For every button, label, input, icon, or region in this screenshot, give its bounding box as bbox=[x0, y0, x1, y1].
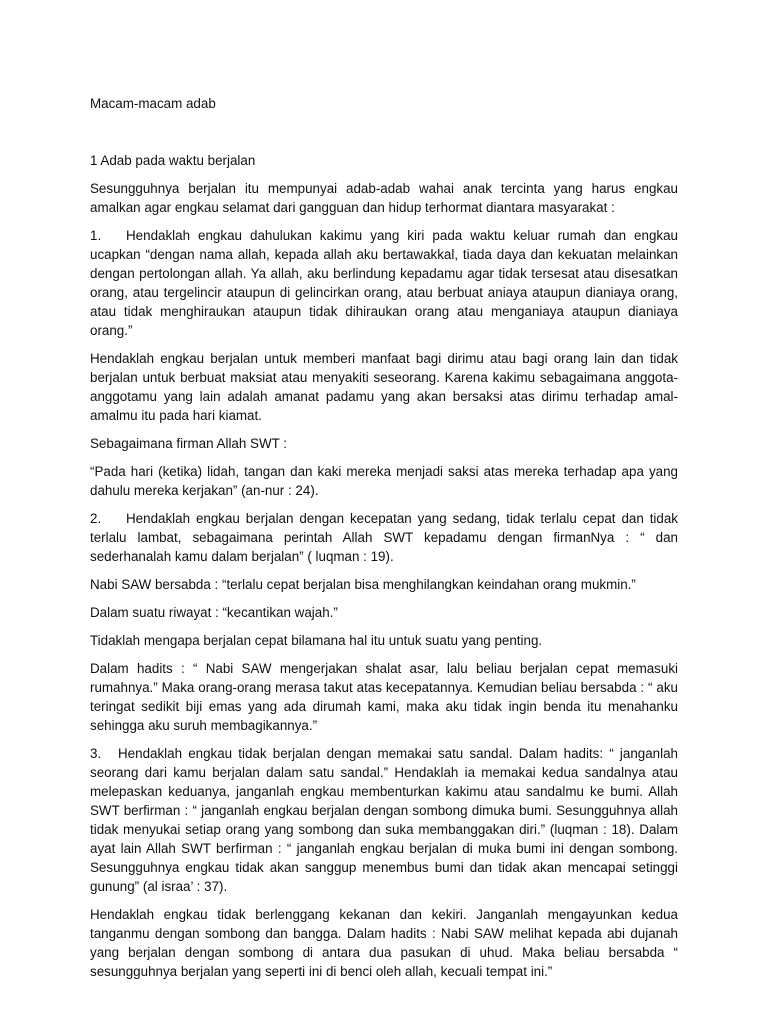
document-title: Macam-macam adab bbox=[90, 96, 216, 111]
paragraph-text: Tidaklah mengapa berjalan cepat bilamana hal itu untuk suatu yang penting. bbox=[90, 633, 543, 648]
paragraph-text: Hendaklah engkau dahulukan kakimu yang kiri pada waktu keluar rumah dan engkau ucapkan “dengan nama allah, kepada allah aku bertawakkal, tiada daya dan kekuatan melainkan dengan pertolongan allah. Ya allah, aku berlindung kepadamu agar tidak tersesat atau disesatkan orang, atau tergelincir ataupun di gelincirkan orang, atau berbuat aniaya ataupun dianiaya orang, atau tidak menghiraukan ataupun tidak dihiraukan orang atau menganiaya ataupun dianiaya orang.” bbox=[90, 228, 678, 338]
numbered-paragraph bbox=[90, 509, 678, 566]
paragraph-text: Dalam suatu riwayat : “kecantikan wajah.” bbox=[90, 605, 338, 620]
paragraph-text: Nabi SAW bersabda : “terlalu cepat berjalan bisa menghilangkan keindahan orang mukmin.” bbox=[90, 577, 636, 592]
paragraph bbox=[90, 179, 678, 217]
paragraph-text: “Pada hari (ketika) lidah, tangan dan kaki mereka menjadi saksi atas mereka terhadap apa yang dahulu mereka kerjakan” (an-nur : 24). bbox=[90, 464, 678, 498]
paragraph bbox=[90, 631, 678, 650]
list-number: 1. bbox=[90, 228, 102, 243]
paragraph-text: Hendaklah engkau berjalan untuk memberi manfaat bagi dirimu atau bagi orang lain dan tidak berjalan untuk berbuat maksiat atau menyakiti seseorang. Karena kakimu sebagaimana anggota-anggotamu yang lain adalah amanat padamu yang akan bersaksi atas dirimu terhadap amal-amalmu itu pada hari kiamat. bbox=[90, 351, 678, 423]
section-heading: 1 Adab pada waktu berjalan bbox=[90, 153, 256, 168]
paragraph bbox=[90, 575, 678, 594]
paragraph bbox=[90, 434, 678, 453]
paragraph bbox=[90, 659, 678, 735]
paragraph bbox=[90, 905, 678, 981]
list-number: 2. bbox=[90, 511, 102, 526]
paragraph-text: Hendaklah engkau tidak berlenggang kekanan dan kekiri. Janganlah mengayunkan kedua tanganmu dengan sombong dan bangga. Dalam hadits : Nabi SAW melihat kepada abi dujanah yang berjalan dengan sombong di antara dua pasukan di uhud. Maka beliau bersabda “ sesungguhnya berjalan yang seperti ini di benci oleh allah, kecuali tempat ini.” bbox=[90, 907, 678, 979]
paragraph-text: Dalam hadits : “ Nabi SAW mengerjakan shalat asar, lalu beliau berjalan cepat memasuki rumahnya.” Maka orang-orang merasa takut atas kecepatannya. Kemudian beliau bersabda : “ aku teringat sedikit biji emas yang ada dirumah kami, maka aku tidak ingin benda itu menahanku sehingga aku suruh membagikannya.” bbox=[90, 661, 678, 733]
paragraph-text: Sebagaimana firman Allah SWT : bbox=[90, 436, 287, 451]
paragraph-text: Hendaklah engkau berjalan dengan kecepatan yang sedang, tidak terlalu cepat dan tidak terlalu lambat, sebagaimana perintah Allah SWT kepadamu dengan firmanNya : “ dan sederhanalah kamu dalam berjalan” ( luqman : 19). bbox=[90, 511, 678, 564]
numbered-paragraph bbox=[90, 744, 678, 896]
document-page bbox=[90, 94, 678, 990]
quote-paragraph bbox=[90, 462, 678, 500]
paragraph bbox=[90, 603, 678, 622]
numbered-paragraph bbox=[90, 226, 678, 340]
paragraph bbox=[90, 349, 678, 425]
list-number: 3. bbox=[90, 746, 102, 761]
paragraph-text: Sesungguhnya berjalan itu mempunyai adab-adab wahai anak tercinta yang harus engkau amalkan agar engkau selamat dari gangguan dan hidup terhormat diantara masyarakat : bbox=[90, 181, 678, 215]
paragraph-text: Hendaklah engkau tidak berjalan dengan memakai satu sandal. Dalam hadits: “ janganlah seorang dari kamu berjalan dalam satu sandal.” Hendaklah ia memakai kedua sandalnya atau melepaskan keduanya, janganlah engkau membenturkan kakimu atau sandalmu ke bumi. Allah SWT berfirman : “ janganlah engkau berjalan dengan sombong dimuka bumi. Sesungguhnya allah tidak menyukai setiap orang yang sombong dan suka membanggakan diri.” (luqman : 18). Dalam ayat lain Allah SWT berfirman : “ janganlah engkau berjalan di muka bumi ini dengan sombong. Sesungguhnya engkau tidak akan sanggup menembus bumi dan tidak akan mencapai setinggi gunung” (al israa’ : 37). bbox=[90, 746, 678, 894]
